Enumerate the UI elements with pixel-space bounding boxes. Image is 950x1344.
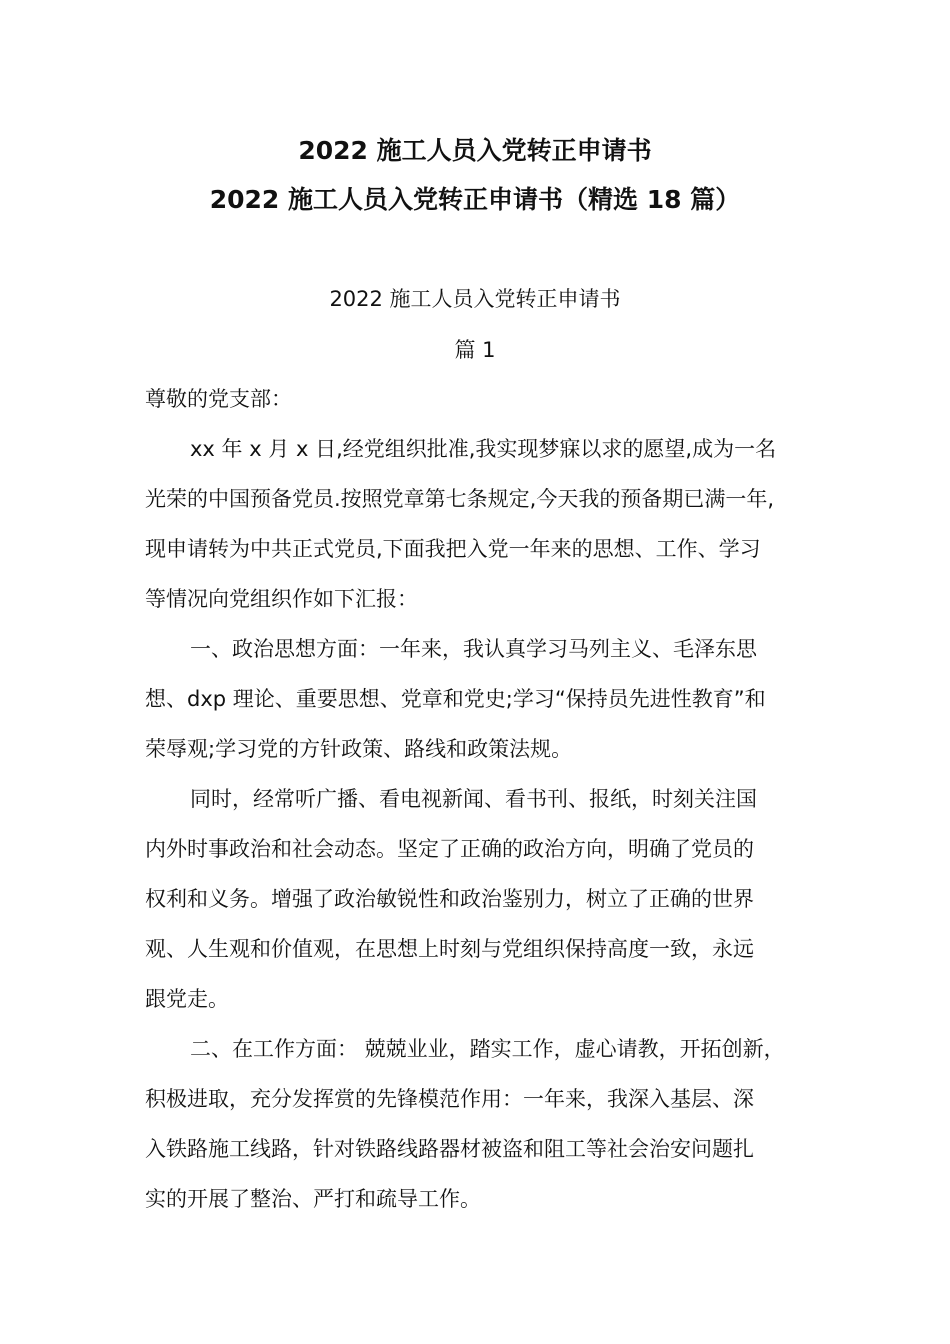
body-line: 荣辱观;学习党的方针政策、路线和政策法规。 [145, 737, 573, 761]
body-line: xx 年 x 月 x 日,经党组织批准,我实现梦寐以求的愿望,成为一名 [190, 437, 777, 461]
body-line: 现申请转为中共正式党员,下面我把入党一年来的思想、工作、学习 [145, 537, 761, 561]
document-full-title: 2022 施工人员入党转正申请书（精选 18 篇） [209, 185, 741, 214]
section-title: 2022 施工人员入党转正申请书 [329, 287, 621, 311]
body-line: 积极进取，充分发挥赏的先锋模范作用：一年来，我深入基层、深 [145, 1087, 754, 1111]
body-line: 观、人生观和价值观，在思想上时刻与党组织保持高度一致，永远 [145, 937, 754, 961]
section-number: 篇 1 [454, 338, 496, 362]
body-line: 实的开展了整治、严打和疏导工作。 [145, 1187, 481, 1211]
body-line: 权利和义务。增强了政治敏锐性和政治鉴别力，树立了正确的世界 [145, 887, 754, 911]
body-line: 一、政治思想方面：一年来，我认真学习马列主义、毛泽东思 [190, 637, 757, 661]
body-line: 同时，经常听广播、看电视新闻、看书刊、报纸，时刻关注国 [190, 787, 757, 811]
salutation: 尊敬的党支部： [145, 387, 292, 411]
body-line: 光荣的中国预备党员.按照党章第七条规定,今天我的预备期已满一年, [145, 487, 775, 511]
body-line: 想、dxp 理论、重要思想、党章和党史;学习“保持员先进性教育”和 [145, 687, 766, 711]
body-line: 等情况向党组织作如下汇报： [145, 587, 418, 611]
body-line: 入铁路施工线路，针对铁路线路器材被盗和阻工等社会治安问题扎 [145, 1137, 754, 1161]
body-line: 二、在工作方面： 兢兢业业，踏实工作，虚心请教，开拓创新， [190, 1037, 785, 1061]
document-title: 2022 施工人员入党转正申请书 [298, 136, 652, 165]
body-line: 跟党走。 [145, 987, 229, 1011]
body-line: 内外时事政治和社会动态。坚定了正确的政治方向，明确了党员的 [145, 837, 754, 861]
